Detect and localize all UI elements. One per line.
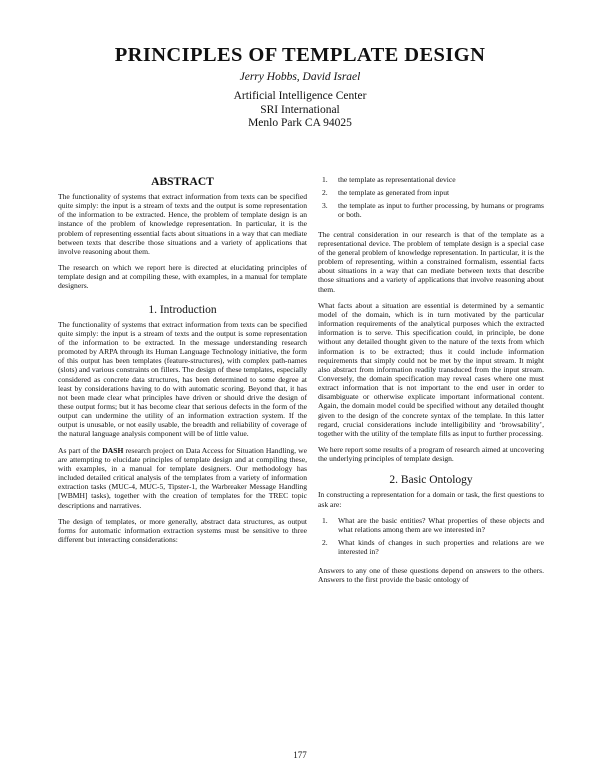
list-item bbox=[318, 538, 544, 556]
affiliation-line: SRI International bbox=[260, 103, 340, 116]
intro-paragraph bbox=[58, 446, 307, 510]
list-number: 2. bbox=[322, 188, 328, 198]
text-run: research project on Data Access for Situation Handling, we are attempting to elucidate principles of template design and at compiling these, with examples, in a manual for template designers. Our methodology has included detailed critical analysis of the templates from a variety of information extraction tasks (MUC-4, MUC-5, Tipster-1, the Warbreaker Message Handling [WBMH] tasks), together with the creation of templates for the TREC topic descriptions and narratives. bbox=[58, 445, 307, 510]
body-paragraph: What facts about a situation are essential is determined by a semantic model of the domain, which is in turn motivated by the particular information requirements of the analytical purposes which the extracted information is to serve. This specification could, in principle, be done without any detailed thought given to the nature of the texts from which information is to be extracted; thus it could include information requirements that simply could not be met by the input stream. It might also abstract from information readily transduced from the input stream. Conversely, the domain specification may reveal cases where one must extract information that is not important to the end user in order to disambiguate or otherwise explicate important informational content. Again, the domain model could be specified without any detailed thought given to the design of the concrete syntax of the template. In this latter regard, crucial considerations include intelligibility and ‘browsability’, together with the utility of the template fills as input to further processing. bbox=[318, 300, 544, 438]
considerations-list bbox=[318, 175, 544, 220]
affiliation-line: Menlo Park CA 94025 bbox=[248, 117, 352, 129]
body-paragraph: The central consideration in our research is that of the template as a representational device. The problem of template design is a special case of the general problem of knowledge representation. In particular, it is the problem of representing, within a constrained formalism, essential facts about situations in a way that can mediate between texts that describe those situations and a variety of applications that involve reasoning about them. bbox=[318, 229, 544, 294]
text-run: As part of the bbox=[58, 445, 103, 455]
list-number: 1. bbox=[322, 175, 328, 184]
ontology-paragraph: Answers to any one of these questions depend on answers to the others. Answers to the first provide the basic ontology of bbox=[318, 566, 544, 585]
abstract-paragraph: The functionality of systems that extract information from texts can be specified quite simply: the input is a stream of texts and the output is some representation of the information to be extracted. Hence, the problem of template design is an instance of the problem of knowledge representation. In particular, it is the problem of representing essential facts about situations in a way that can mediate between texts that describe those situations and a variety of applications that involve reasoning about them. bbox=[58, 192, 307, 256]
right-column bbox=[318, 175, 544, 592]
affiliation bbox=[0, 90, 600, 131]
abstract-heading: ABSTRACT bbox=[151, 176, 214, 188]
list-text: the template as generated from input bbox=[338, 188, 450, 198]
list-text: the template as input to further processing, by humans or programs or both. bbox=[338, 201, 544, 220]
questions-list bbox=[318, 516, 544, 557]
list-item bbox=[318, 516, 544, 534]
intro-paragraph: The functionality of systems that extract information from texts can be specified quite simply: the input is a stream of texts and the output is some representation of the information to be extracted. In the message understanding research promoted by ARPA through its Human Language Technology initiative, the form of this output has been templates (feature-structures), with complex path-names (slots) and various constraints on fillers. The design of these templates, especially considered as concrete data structures, has been determined to some degree at least by considerations having to do with automatic scoring. Beyond that, it has not been made clear what principles have driven or should drive the design of these output forms; but it has become clear that serious defects in the form of the output can undermine the utility of an information extraction system. If the output is unusable, or not easily usable, the breadth and reliability of coverage of the natural language analysis component will be of little value. bbox=[58, 319, 307, 439]
paper-title: PRINCIPLES OF TEMPLATE DESIGN bbox=[114, 44, 486, 66]
list-text: What kinds of changes in such properties and relations are we interested in? bbox=[338, 538, 544, 557]
list-text: the template as representational device bbox=[338, 175, 456, 184]
section-heading-introduction: 1. Introduction bbox=[148, 303, 217, 316]
list-text: What are the basic entities? What properties of these objects and what relations among them are we interested in? bbox=[338, 515, 544, 534]
list-item bbox=[318, 188, 544, 197]
list-item bbox=[318, 175, 544, 184]
list-number: 1. bbox=[322, 515, 328, 525]
list-number: 2. bbox=[322, 538, 328, 547]
left-column bbox=[58, 175, 307, 551]
authors: Jerry Hobbs, David Israel bbox=[239, 71, 361, 83]
abstract-paragraph: The research on which we report here is directed at elucidating principles of template design and at compiling these, with examples, in a manual for template designers. bbox=[58, 263, 307, 291]
body-paragraph: We here report some results of a program of research aimed at uncovering the underlying principles of template design. bbox=[318, 445, 544, 464]
dash-acronym: DASH bbox=[102, 445, 124, 455]
page-number: 177 bbox=[293, 750, 307, 760]
intro-paragraph: The design of templates, or more generally, abstract data structures, as output forms for automatic information extraction systems must be sensitive to three different but interacting considerations: bbox=[58, 516, 307, 544]
section-heading-basic-ontology: 2. Basic Ontology bbox=[389, 474, 473, 487]
list-item bbox=[318, 201, 544, 219]
list-number: 3. bbox=[322, 201, 328, 211]
affiliation-line: Artificial Intelligence Center bbox=[233, 90, 367, 102]
ontology-paragraph: In constructing a representation for a domain or task, the first questions to ask are: bbox=[318, 490, 544, 509]
